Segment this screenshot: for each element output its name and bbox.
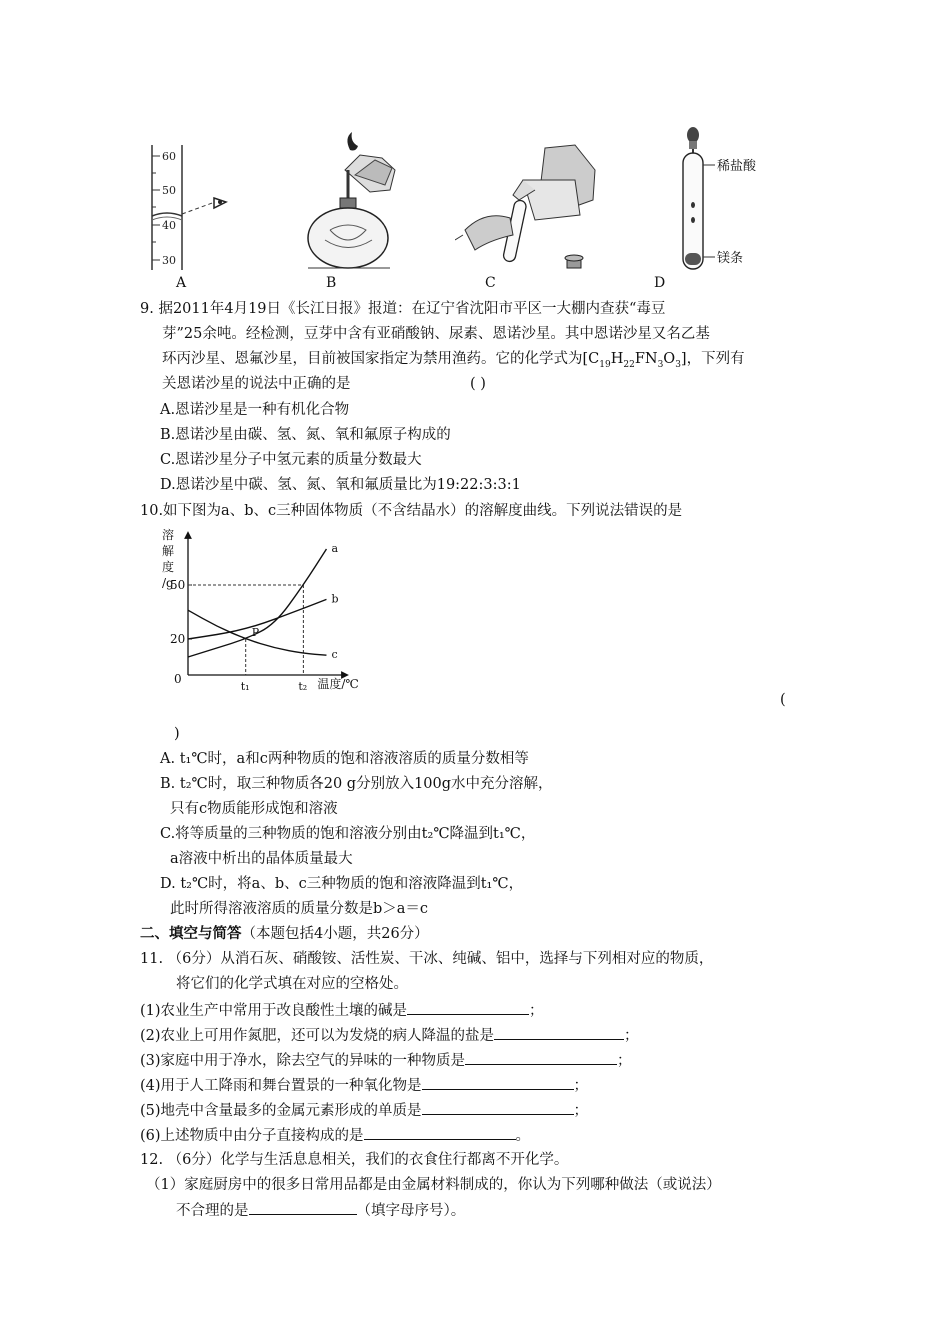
x-axis-label: 温度/℃ <box>317 677 359 691</box>
x-tick-label-1: t₁ <box>240 680 250 693</box>
q9-formula-d: O <box>663 351 676 367</box>
q10-option-d2: 此时所得溶液溶质的质量分数是b＞a＝c <box>170 901 429 917</box>
cylinder-tick-50: 50 <box>162 184 176 197</box>
q11-blank-1[interactable] <box>407 998 529 1015</box>
y-tick-label-20: 20 <box>170 632 186 646</box>
q10-paren-close: ) <box>174 726 180 742</box>
q9-answer-paren: ( ) <box>470 376 486 392</box>
q12-part1-text: 不合理的是 <box>176 1203 249 1219</box>
sub-c: 19 <box>599 359 611 370</box>
y-tick-label-50: 50 <box>170 578 186 592</box>
mg-label: 镁条 <box>717 251 744 266</box>
q11-item-2-text: (2)农业上可用作氮肥，还可以为发烧的病人降温的盐是 <box>140 1028 495 1044</box>
section-2-title: 二、填空与简答 <box>140 925 242 942</box>
q9-option-c: C.恩诺沙星分子中氢元素的质量分数最大 <box>160 452 422 468</box>
q11-stem-2: 将它们的化学式填在对应的空格处。 <box>176 976 408 992</box>
q10-paren-open: ( <box>780 692 786 708</box>
series-b-label: b <box>331 592 339 606</box>
q11-item-5-text: (5)地壳中含量最多的金属元素形成的单质是 <box>140 1103 422 1119</box>
q9-stem-2: 芽”25余吨。经检测，豆芽中含有亚硝酸钠、尿素、恩诺沙星。其中恩诺沙星又名乙基 <box>162 326 710 342</box>
section-2-heading <box>140 922 429 946</box>
q11-blank-4[interactable] <box>422 1073 574 1090</box>
q10-option-b2: 只有c物质能形成饱和溶液 <box>170 801 338 817</box>
q10-option-a: A. t₁℃时，a和c两种物质的饱和溶液溶质的质量分数相等 <box>160 751 529 767</box>
q11-item-3-semi: ； <box>617 1053 632 1069</box>
figure-a-cylinder <box>140 140 250 275</box>
q10-option-c2: a溶液中析出的晶体质量最大 <box>170 851 353 867</box>
q9-stem-4: 关恩诺沙星的说法中正确的是 <box>162 376 351 392</box>
y-axis-label-1: 溶 <box>162 528 175 542</box>
q11-item-3 <box>140 1048 632 1073</box>
q11-item-6-period: 。 <box>515 1128 531 1144</box>
sub-h: 22 <box>623 359 635 370</box>
q9-option-d: D.恩诺沙星中碳、氢、氮、氧和氟质量比为19:22:3:3:1 <box>160 477 521 493</box>
origin-label: 0 <box>174 672 182 686</box>
series-a-label: a <box>331 542 339 555</box>
q11-item-4-text: (4)用于人工降雨和舞台置景的一种氧化物是 <box>140 1078 422 1094</box>
q12-part1-tail: （填字母序号）。 <box>356 1203 466 1219</box>
point-p-label: P <box>251 626 260 639</box>
q12-blank-1[interactable] <box>249 1198 357 1215</box>
q10-option-b1: B. t₂℃时，取三种物质各20 g分别放入100g水中充分溶解， <box>160 776 553 792</box>
series-c-label: c <box>331 648 338 662</box>
q10-stem: 10.如下图为a、b、c三种固体物质（不含结晶水）的溶解度曲线。下列说法错误的是 <box>140 503 683 519</box>
q12-part1-line2 <box>176 1198 465 1223</box>
figure-label-d: D <box>654 275 666 291</box>
figure-b-alcohol-lamp <box>300 130 410 275</box>
figure-d-test-tube <box>665 125 780 275</box>
y-axis-label-4: /g <box>162 576 174 590</box>
q9-stem-1: 9. 据2011年4月19日《长江日报》报道：在辽宁省沈阳市平区一大棚内查获“毒豆 <box>140 301 666 317</box>
q11-blank-2[interactable] <box>494 1023 624 1040</box>
q9-formula-c: FN <box>634 351 658 367</box>
sub-n: 3 <box>657 359 664 370</box>
cylinder-tick-30: 30 <box>162 254 176 267</box>
q11-item-1 <box>140 998 544 1023</box>
y-axis-label-3: 度 <box>162 560 175 574</box>
q9-option-a: A.恩诺沙星是一种有机化合物 <box>160 402 350 418</box>
q11-item-6 <box>140 1123 530 1148</box>
q10-option-d1: D. t₂℃时，将a、b、c三种物质的饱和溶液降温到t₁℃， <box>160 876 524 892</box>
cylinder-tick-40: 40 <box>162 219 176 232</box>
q11-item-2-semi: ； <box>624 1028 639 1044</box>
q9-option-b: B.恩诺沙星由碳、氢、氮、氧和氟原子构成的 <box>160 427 451 443</box>
q11-item-4-semi: ； <box>573 1078 589 1094</box>
acid-label: 稀盐酸 <box>717 159 757 174</box>
cylinder-tick-60: 60 <box>162 150 176 163</box>
q11-item-1-semi: ； <box>529 1003 544 1019</box>
q11-item-6-text: (6)上述物质中由分子直接构成的是 <box>140 1128 364 1144</box>
q11-item-3-text: (3)家庭中用于净水，除去空气的异味的一种物质是 <box>140 1053 466 1069</box>
series-a-curve <box>188 549 326 657</box>
figure-label-b: B <box>326 275 337 291</box>
q12-stem: 12. （6分）化学与生活息息相关，我们的衣食住行都离不开化学。 <box>140 1152 569 1168</box>
y-axis-label-2: 解 <box>162 544 175 558</box>
q11-blank-6[interactable] <box>364 1123 516 1140</box>
q11-item-4 <box>140 1073 588 1098</box>
q11-item-1-text: (1)农业生产中常用于改良酸性土壤的碱是 <box>140 1003 408 1019</box>
solubility-chart <box>160 525 360 695</box>
q11-item-5 <box>140 1098 588 1123</box>
q11-blank-3[interactable] <box>465 1048 617 1065</box>
figure-c-pouring <box>455 140 605 275</box>
x-tick-label-2: t₂ <box>298 680 308 693</box>
q9-formula-a: 环丙沙星、恩氟沙星，目前被国家指定为禁用渔药。它的化学式为[C <box>162 351 600 367</box>
q11-blank-5[interactable] <box>422 1098 574 1115</box>
q9-formula-b: H <box>610 351 624 367</box>
q11-stem-1: 11. （6分）从消石灰、硝酸铵、活性炭、干冰、纯碱、铝中，选择与下列相对应的物质， <box>140 951 714 967</box>
q12-part1-line1: （1）家庭厨房中的很多日常用品都是由金属材料制成的，你认为下列哪种做法（或说法） <box>146 1177 721 1193</box>
section-2-sub: （本题包括4小题，共26分） <box>241 926 429 942</box>
q10-option-c1: C.将等质量的三种物质的饱和溶液分别由t₂℃降温到t₁℃， <box>160 826 536 842</box>
figure-label-a: A <box>176 275 187 291</box>
q11-item-5-semi: ； <box>573 1103 589 1119</box>
sub-o: 3 <box>675 359 681 370</box>
q9-formula-e: ]，下列有 <box>680 351 745 367</box>
figure-label-c: C <box>485 275 496 291</box>
q11-item-2 <box>140 1023 639 1048</box>
